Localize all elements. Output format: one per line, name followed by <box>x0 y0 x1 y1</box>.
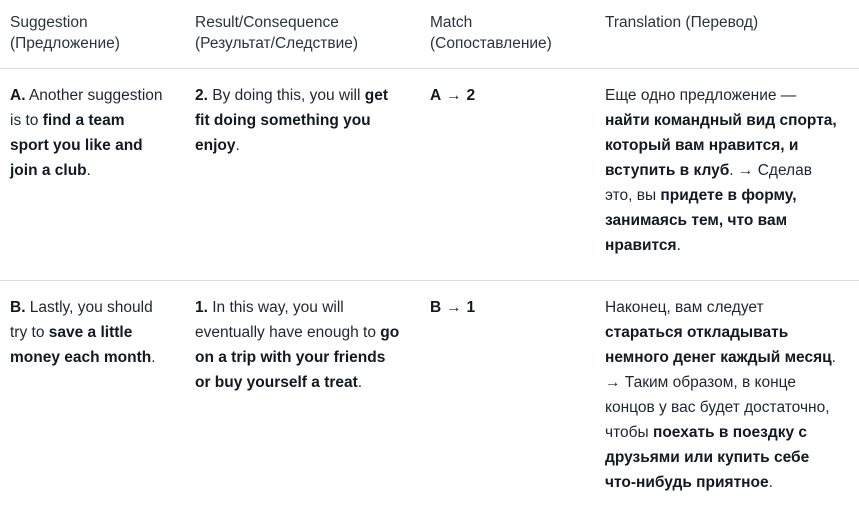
header-row <box>0 10 859 69</box>
translation-bold-2: поехать в поездку с друзьями или купить себе что-нибудь приятное <box>605 424 810 491</box>
match-left: B <box>430 299 442 316</box>
column-header-suggestion-line2: (Предложение) <box>10 35 120 52</box>
suggestion-text-2: . <box>151 349 156 366</box>
cell-match <box>420 281 595 505</box>
cell-match <box>420 69 595 281</box>
match-table <box>0 10 859 505</box>
suggestion-bold-1: find a team sport you like and join a club <box>10 112 143 179</box>
column-header-translation-line1: Translation (Перевод) <box>605 14 759 31</box>
cell-result <box>185 281 420 505</box>
suggestion-text-1: Another suggestion is to <box>10 87 163 129</box>
match-right: 1 <box>466 299 476 316</box>
table-header <box>0 10 859 69</box>
column-header-suggestion-line1: Suggestion <box>10 14 88 31</box>
column-header-match-line2: (Сопоставление) <box>430 35 552 52</box>
suggestion-text-1: Lastly, you should try to <box>10 299 153 341</box>
table-body <box>0 69 859 505</box>
suggestion-label: B. <box>10 299 26 316</box>
table-row <box>0 69 859 281</box>
suggestion-label: A. <box>10 87 26 104</box>
translation-text-1: Наконец, вам следует <box>605 299 764 316</box>
result-text-1: By doing this, you will <box>207 87 365 104</box>
translation-text-1: Еще одно предложение — <box>605 87 797 104</box>
column-header-match-line1: Match <box>430 14 473 31</box>
translation-bold-2: придете в форму, занимаясь тем, что вам нравится <box>605 187 797 254</box>
result-label: 2. <box>195 87 208 104</box>
result-text-2: . <box>357 374 363 391</box>
arrow-right-icon: → <box>446 299 462 316</box>
result-bold-1: go on a trip with your friends or buy yourself a treat <box>195 324 400 391</box>
result-bold-1: get fit doing something you enjoy <box>195 87 388 154</box>
column-header-match <box>420 10 595 69</box>
suggestion-text-2: . <box>86 162 91 179</box>
cell-translation <box>595 69 859 281</box>
translation-text-2: . → Сделав это, вы <box>605 162 812 204</box>
translation-text-3: . <box>768 474 773 491</box>
cell-translation <box>595 281 859 505</box>
translation-bold-1: стараться откладывать немного денег каждый месяц <box>605 324 832 366</box>
suggestion-bold-1: save a little money each month <box>10 324 152 366</box>
translation-text-3: . <box>676 237 681 254</box>
column-header-result <box>185 10 420 69</box>
result-label: 1. <box>195 299 208 316</box>
translation-bold-1: найти командный вид спорта, который вам нравится, и вступить в клуб <box>605 112 837 179</box>
result-text-1: In this way, you will eventually have enough to <box>195 299 381 341</box>
match-right: 2 <box>466 87 476 104</box>
cell-result <box>185 69 420 281</box>
match-left: A <box>430 87 442 104</box>
column-header-result-line1: Result/Consequence <box>195 14 339 31</box>
table-row <box>0 281 859 505</box>
column-header-suggestion <box>0 10 185 69</box>
result-text-2: . <box>235 137 240 154</box>
column-header-translation <box>595 10 859 69</box>
cell-suggestion <box>0 281 185 505</box>
cell-suggestion <box>0 69 185 281</box>
translation-text-2: . → Таким образом, в конце концов у вас будет достаточно, чтобы <box>605 349 836 441</box>
column-header-result-line2: (Результат/Следствие) <box>195 35 359 52</box>
arrow-right-icon: → <box>446 87 462 104</box>
